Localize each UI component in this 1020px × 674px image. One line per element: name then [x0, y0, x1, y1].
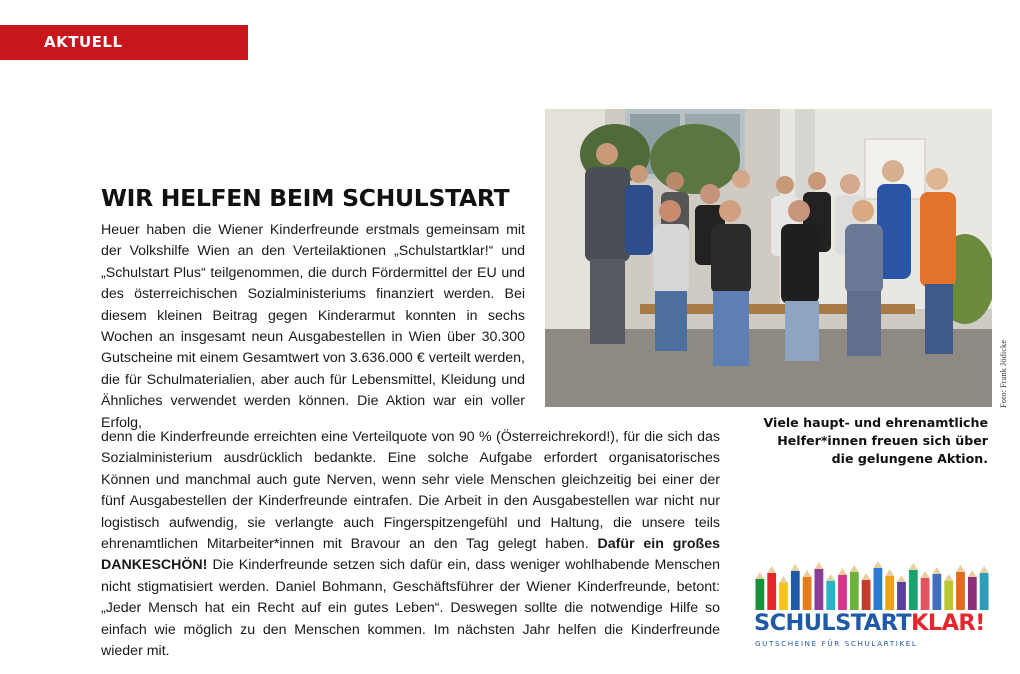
logo-word-red: KLAR! — [911, 610, 985, 636]
section-tag: AKTUELL — [0, 25, 248, 60]
article-paragraph-column: Heuer haben die Wiener Kinderfreunde erstmals gemeinsam mit der Volkshilfe Wien an den Verteilaktionen „Schulstartklar!“ und „Schulstart Plus“ teilgenommen, die durch Fördermittel der EU und des österreichischen Sozialministeriums finanziert werden. Bei diesem kleinen Beitrag gegen Kinderarmut konnten in sechs Wochen an insgesamt neun Ausgabestellen in Wien über 30.300 Gutscheine mit einem Gesamtwert von 3.636.000 € verteilt werden, die für Schulmaterialien, aber auch für Lebensmittel, Kleidung und Ähnliches verwendet werden können. Die Aktion war ein voller Erfolg, — [101, 222, 525, 431]
article-text-part1: denn die Kinderfreunde erreichten eine Verteilquote von 90 % (Österreichrekord!), für die sich das Sozialministerium ausdrücklich bedankte. Eine solche Aufgabe erfordert organisatorisches Können und manchmal auch gute Nerven, wenn sehr viele Menschen gleichzeitig bei einer der fünf Ausgabestellen der Kinderfreunde eintrafen. Die Arbeit in den Ausgabestellen war nicht nur logistisch aufwendig, sie verlangte auch Fingerspitzengefühl und Haltung, die unsere teils ehrenamtlichen Mitarbeiter*innen mit Bravour an den Tag gelegt haben. — [101, 429, 720, 553]
article-headline: WIR HELFEN BEIM SCHULSTART — [101, 184, 510, 212]
colored-pencils-icon — [754, 558, 990, 610]
schulstartklar-logo — [752, 558, 992, 654]
article-body-full — [101, 427, 720, 662]
photo-credit: Foto: Frank Jödicke — [998, 340, 1008, 408]
logo-tagline: GUTSCHEINE FÜR SCHULARTIKEL — [755, 639, 918, 648]
photo-caption: Viele haupt- und ehrenamtliche Helfer*innen freuen sich über die gelungene Aktion. — [763, 415, 988, 466]
article-paragraph-full — [101, 427, 720, 662]
logo-word-blue: SCHULSTART — [754, 610, 912, 636]
article-body-column — [101, 220, 525, 434]
group-photo-illustration — [545, 109, 992, 407]
group-photo — [545, 109, 992, 407]
thanks-highlight: Dafür ein großes DANKESCHÖN! — [101, 536, 720, 574]
logo-wordmark — [754, 610, 985, 636]
article-text-part2: Die Kinderfreunde setzen sich dafür ein, dass weniger wohlhabende Menschen nicht stigmatisiert werden. Daniel Bohmann, Geschäftsführer der Wiener Kinderfreunde, betont: „Jeder Mensch hat ein Recht auf ein gutes Leben“. Deswegen sollte die notwendige Hilfe so einfach wie möglich zu den Menschen kommen. Im nächsten Jahr helfen die Kinderfreunde wieder mit. — [101, 557, 720, 660]
